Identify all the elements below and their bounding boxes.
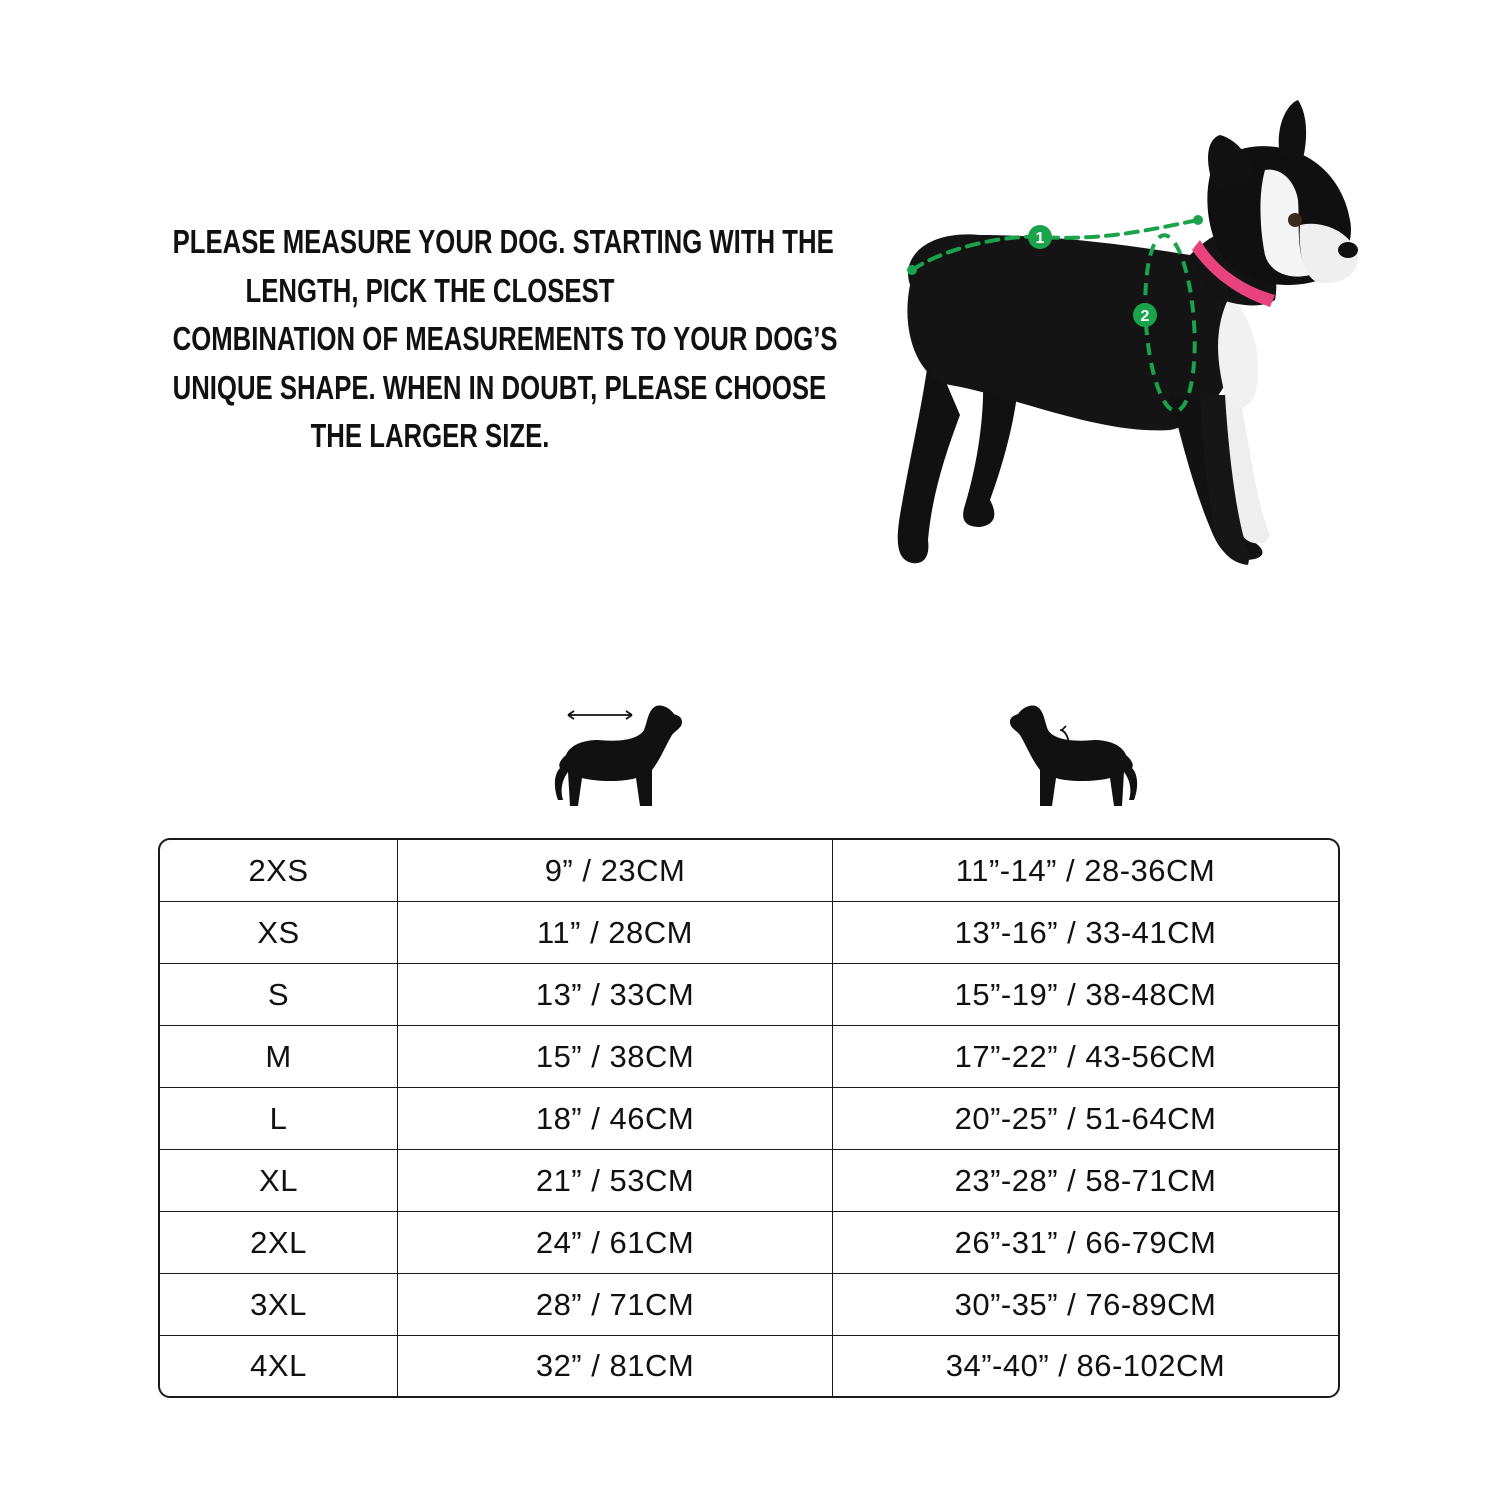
table-row xyxy=(160,1336,1338,1396)
table-row xyxy=(160,1212,1338,1274)
dog-girth-icon xyxy=(1004,700,1144,810)
table-row xyxy=(160,1026,1338,1088)
instruction-line: COMBINATION OF MEASUREMENTS TO YOUR DOG’S xyxy=(172,320,838,357)
length-cell: 13” / 33CM xyxy=(398,964,833,1025)
length-cell: 28” / 71CM xyxy=(398,1274,833,1335)
instruction-line: LENGTH, PICK THE CLOSEST xyxy=(245,271,615,309)
length-cell: 15” / 38CM xyxy=(398,1026,833,1087)
size-cell: 2XL xyxy=(160,1212,398,1273)
size-cell: S xyxy=(160,964,398,1025)
girth-cell: 30”-35” / 76-89CM xyxy=(954,1286,1217,1322)
length-cell: 32” / 81CM xyxy=(398,1336,833,1396)
size-cell: XS xyxy=(160,902,398,963)
measuring-instructions xyxy=(172,218,838,461)
size-cell: M xyxy=(160,1026,398,1087)
table-row xyxy=(160,1150,1338,1212)
girth-cell: 17”-22” / 43-56CM xyxy=(954,1038,1217,1074)
table-row xyxy=(160,1274,1338,1336)
girth-cell: 34”-40” / 86-102CM xyxy=(945,1348,1226,1383)
size-cell: XL xyxy=(160,1150,398,1211)
table-row xyxy=(160,1088,1338,1150)
girth-cell: 13”-16” / 33-41CM xyxy=(954,914,1217,950)
table-row xyxy=(160,902,1338,964)
instruction-line: PLEASE MEASURE YOUR DOG. STARTING WITH THE xyxy=(172,223,834,260)
girth-cell: 23”-28” / 58-71CM xyxy=(954,1162,1217,1198)
dog-length-icon xyxy=(548,700,688,810)
dog-body xyxy=(898,100,1358,565)
size-cell: L xyxy=(160,1088,398,1149)
length-cell: 24” / 61CM xyxy=(398,1212,833,1273)
girth-cell: 15”-19” / 38-48CM xyxy=(954,976,1217,1012)
girth-cell: 26”-31” / 66-79CM xyxy=(954,1224,1217,1260)
girth-cell: 20”-25” / 51-64CM xyxy=(954,1100,1217,1136)
marker-2-label: 2 xyxy=(1140,308,1150,325)
marker-1-label: 1 xyxy=(1035,230,1045,247)
size-chart-table xyxy=(158,838,1340,1398)
instruction-line: UNIQUE SHAPE. WHEN IN DOUBT, PLEASE CHOOSE xyxy=(172,368,827,406)
dog-photo xyxy=(870,95,1380,585)
length-cell: 18” / 46CM xyxy=(398,1088,833,1149)
table-row xyxy=(160,840,1338,902)
table-row xyxy=(160,964,1338,1026)
girth-cell: 11”-14” / 28-36CM xyxy=(955,852,1216,888)
length-cell: 9” / 23CM xyxy=(398,840,833,901)
instruction-line: THE LARGER SIZE. xyxy=(310,417,550,454)
length-cell: 11” / 28CM xyxy=(398,902,833,963)
size-cell: 4XL xyxy=(160,1336,398,1396)
size-cell: 3XL xyxy=(160,1274,398,1335)
size-cell: 2XS xyxy=(160,840,398,901)
length-cell: 21” / 53CM xyxy=(398,1150,833,1211)
